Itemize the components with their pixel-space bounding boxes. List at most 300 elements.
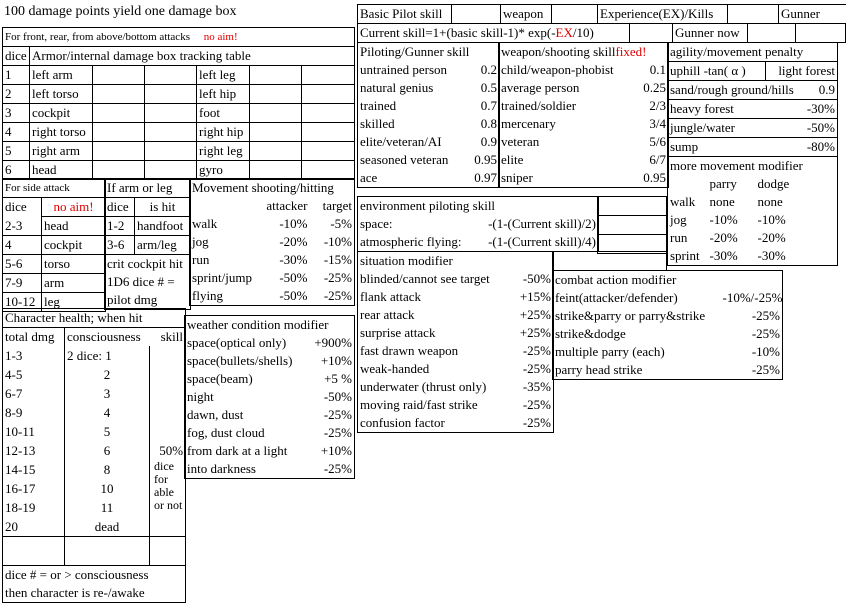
blank-cell[interactable] — [302, 85, 355, 104]
damage-cell: 6 — [3, 161, 30, 180]
more-movement-title: more movement modifier — [670, 158, 803, 173]
movement-cell: -50% — [279, 288, 308, 303]
current-skill-row — [357, 23, 846, 43]
damage-cell: 1 — [3, 66, 30, 85]
piloting-cell: natural genius — [360, 80, 434, 95]
blank-cell[interactable] — [796, 24, 846, 43]
weather-cell: night — [187, 389, 214, 404]
health-cell: 2 — [65, 365, 150, 384]
damage-cell: 2 — [3, 85, 30, 104]
current-skill-formula — [358, 24, 630, 43]
weapon-row — [499, 133, 669, 151]
movement-cell: attacker — [266, 198, 308, 213]
environment-cell: space: — [360, 216, 393, 231]
health-cell: 4-5 — [5, 366, 23, 382]
damage-row — [3, 123, 355, 142]
more-movement-row — [668, 175, 838, 193]
crit-line: crit cockpit hit — [105, 255, 191, 274]
piloting-row — [358, 169, 500, 188]
situation-cell: -25% — [522, 415, 552, 430]
formula-text: Current skill=1+(basic skill-1)* exp(- — [360, 25, 556, 40]
more-movement-row — [668, 247, 838, 266]
weapon-row — [499, 61, 669, 79]
blank-cell[interactable] — [250, 104, 302, 123]
combat-row — [553, 289, 783, 307]
blank-cell[interactable] — [93, 161, 145, 180]
blank-cell[interactable] — [3, 537, 65, 566]
combat-cell: parry head strike — [555, 362, 643, 377]
health-title: Character health; when hit — [3, 309, 186, 328]
damage-row — [3, 85, 355, 104]
skill-cell — [150, 346, 186, 441]
health-header: total dmg — [5, 329, 55, 344]
weapon-cell: 5/6 — [649, 134, 667, 149]
weapon-row — [499, 169, 669, 188]
agility-title: agility/movement penalty — [668, 43, 838, 62]
situation-row — [358, 342, 554, 360]
combat-cell: strike&dodge — [555, 326, 626, 341]
crit-line: 1D6 dice # = — [105, 273, 191, 291]
damage-cell: head — [30, 161, 93, 180]
combat-row — [553, 307, 783, 325]
weather-cell: -25% — [323, 461, 353, 476]
piloting-cell: 0.8 — [480, 116, 498, 131]
arm-leg-row — [105, 217, 191, 236]
movement-row — [190, 269, 355, 287]
movement-row — [190, 197, 355, 215]
more-movement-row — [668, 211, 838, 229]
combat-row — [553, 325, 783, 343]
more-movement-cell: sprint — [670, 248, 700, 263]
combat-title: combat action modifier — [555, 272, 677, 287]
environment-row — [358, 233, 599, 252]
combat-cell: multiple parry (each) — [555, 344, 665, 359]
weather-cell: +10% — [320, 443, 353, 458]
more-movement-cell: -30% — [757, 248, 786, 263]
situation-cell: moving raid/fast strike — [360, 397, 478, 412]
weather-cell: from dark at a light — [187, 443, 288, 458]
combat-cell: -25% — [751, 362, 781, 377]
more-movement-cell: -10% — [757, 212, 786, 227]
movement-cell: -10% — [323, 234, 353, 249]
blank-cell[interactable] — [250, 123, 302, 142]
blank-cell[interactable] — [553, 252, 667, 271]
movement-cell: run — [192, 252, 210, 267]
health-cell: 14-15 — [5, 461, 36, 477]
damage-cell: 3 — [3, 104, 30, 123]
movement-cell: target — [322, 198, 353, 213]
agility-cell: heavy forest — [668, 100, 766, 119]
piloting-cell: elite/veteran/AI — [360, 134, 442, 149]
situation-cell: flank attack — [360, 289, 421, 304]
situation-cell: rear attack — [360, 307, 415, 322]
health-footer: then character is re-/awake — [3, 584, 186, 603]
side-attack-table — [2, 178, 106, 312]
movement-cell: -25% — [323, 270, 353, 285]
blank-cell[interactable] — [145, 104, 197, 123]
weather-cell: dawn, dust — [187, 407, 244, 422]
situation-cell: -25% — [522, 361, 552, 376]
health-cell: 5 — [65, 422, 150, 441]
situation-row — [358, 306, 554, 324]
blank-cell[interactable] — [250, 142, 302, 161]
side-attack-row — [3, 274, 106, 293]
movement-cell: -50% — [279, 270, 308, 285]
skill-note: dice for able or not — [150, 460, 186, 537]
skill-percent: 50% — [150, 441, 186, 460]
weather-cell: +10% — [320, 353, 353, 368]
header-label: Basic Pilot skill — [358, 5, 452, 24]
situation-cell: underwater (thrust only) — [360, 379, 487, 394]
side-attack-row — [3, 255, 106, 274]
side-attack-cell: 4 — [3, 236, 42, 255]
agility-row — [668, 81, 838, 100]
side-attack-cell: leg — [42, 293, 106, 312]
blank-cell[interactable] — [598, 216, 667, 235]
combat-cell: feint(attacker/defender) — [555, 290, 678, 305]
blank-cell[interactable] — [150, 537, 186, 566]
more-movement-cell: walk — [670, 194, 696, 209]
weather-row — [185, 352, 355, 370]
dice-header: dice — [3, 47, 30, 66]
more-movement-row — [668, 193, 838, 211]
pilot-header-row — [357, 4, 846, 24]
movement-cell: jog — [192, 234, 209, 249]
weapon-cell: 0.25 — [643, 80, 667, 95]
damage-cell: left torso — [30, 85, 93, 104]
gunner-now-cell[interactable] — [748, 24, 796, 43]
piloting-cell: untrained person — [360, 62, 448, 77]
agility-cell: sump — [668, 138, 766, 157]
damage-cell: gyro — [197, 161, 250, 180]
movement-cell: -15% — [323, 252, 353, 267]
weather-row — [185, 442, 355, 460]
arm-leg-hit-table — [104, 178, 191, 310]
more-movement-cell: -10% — [709, 212, 738, 227]
more-movement-cell: -30% — [709, 248, 738, 263]
current-skill-cell[interactable] — [630, 24, 673, 43]
weapon-cell: veteran — [501, 134, 540, 149]
damage-row — [3, 142, 355, 161]
arm-leg-cell: arm/leg — [135, 236, 191, 255]
environment-cell: -(1-(Current skill)/4) — [488, 234, 597, 249]
blank-cell[interactable] — [302, 104, 355, 123]
blank-cell[interactable] — [145, 85, 197, 104]
more-movement-cell: -20% — [709, 230, 738, 245]
damage-cell: left arm — [30, 66, 93, 85]
crit-line: pilot dmg — [105, 291, 191, 310]
health-cell: 10 — [65, 479, 150, 498]
blank-cell — [668, 175, 708, 193]
situation-cell: -25% — [522, 343, 552, 358]
arm-leg-cell: is hit — [135, 198, 191, 217]
situation-table — [357, 251, 554, 433]
damage-cell: 5 — [3, 142, 30, 161]
movement-cell: -30% — [279, 252, 308, 267]
arm-leg-row — [105, 236, 191, 255]
situation-cell: +15% — [519, 289, 552, 304]
damage-cell: 4 — [3, 123, 30, 142]
blank-cell[interactable] — [65, 537, 150, 566]
piloting-row — [358, 151, 500, 169]
weapon-cell: 2/3 — [649, 98, 667, 113]
movement-cell: walk — [192, 216, 218, 231]
damage-cell: right leg — [197, 142, 250, 161]
situation-cell: -35% — [522, 379, 552, 394]
combat-row — [553, 361, 783, 380]
situation-title: situation modifier — [360, 253, 453, 268]
piloting-cell: 0.7 — [480, 98, 498, 113]
weather-cell: +5 % — [324, 371, 353, 386]
health-cell: 4 — [65, 403, 150, 422]
side-attack-row — [3, 217, 106, 236]
agility-row — [668, 138, 838, 157]
piloting-cell: 0.5 — [480, 80, 498, 95]
weapon-cell: 0.1 — [649, 62, 667, 77]
weapon-cell: trained/soldier — [501, 98, 577, 113]
agility-cell: sand/rough ground/hills — [668, 81, 766, 100]
health-header: skill — [160, 329, 184, 344]
weapon-cell: 3/4 — [649, 116, 667, 131]
blank-cell[interactable] — [452, 5, 501, 24]
blank-cell[interactable] — [250, 85, 302, 104]
situation-row — [358, 288, 554, 306]
health-footer: dice # = or > consciousness — [3, 566, 186, 585]
situation-cell: blinded/cannot see target — [360, 271, 490, 286]
blank-cell[interactable] — [302, 66, 355, 85]
blank-cell-box — [552, 251, 667, 271]
health-cell: 10-11 — [5, 423, 35, 439]
environment-table — [357, 196, 599, 252]
movement-cell: flying — [192, 288, 224, 303]
blank-cell[interactable] — [302, 142, 355, 161]
situation-row — [358, 396, 554, 414]
weapon-cell: 6/7 — [649, 152, 667, 167]
gunner-now-label: Gunner now — [673, 24, 748, 43]
side-attack-cell: 5-6 — [3, 255, 42, 274]
weapon-row — [499, 79, 669, 97]
damage-tracking-table — [2, 27, 355, 180]
situation-row — [358, 270, 554, 288]
weather-cell: -50% — [323, 389, 353, 404]
blank-cell[interactable] — [145, 123, 197, 142]
weather-row — [185, 424, 355, 442]
piloting-row — [358, 61, 500, 79]
agility-cell: -30% — [766, 100, 838, 119]
blank-cell[interactable] — [93, 66, 145, 85]
damage-cell: right arm — [30, 142, 93, 161]
situation-cell: weak-handed — [360, 361, 430, 376]
weather-row — [185, 370, 355, 388]
more-movement-row — [668, 229, 838, 247]
piloting-row — [358, 97, 500, 115]
side-attack-cell: dice — [3, 198, 42, 217]
blank-cell[interactable] — [302, 161, 355, 180]
piloting-cell: 0.95 — [474, 152, 498, 167]
health-cell: 8-9 — [5, 404, 23, 420]
piloting-cell: seasoned veteran — [360, 152, 449, 167]
situation-cell: confusion factor — [360, 415, 445, 430]
situation-cell: -25% — [522, 397, 552, 412]
environment-cell: atmospheric flying: — [360, 234, 462, 249]
weather-cell: -25% — [323, 425, 353, 440]
combat-row — [553, 343, 783, 361]
movement-cell: -10% — [279, 216, 308, 231]
movement-title: Movement shooting/hitting — [192, 180, 334, 195]
blank-cell[interactable] — [598, 197, 667, 216]
health-header: consciousness — [65, 328, 150, 347]
formula-text: /10) — [572, 25, 594, 40]
damage-cell: cockpit — [30, 104, 93, 123]
side-attack-cell: head — [42, 217, 106, 236]
movement-cell: -5% — [330, 216, 353, 231]
formula-ex: EX — [555, 25, 573, 40]
combat-cell: -10% — [751, 344, 781, 359]
arm-leg-cell: 1-2 — [105, 217, 135, 236]
piloting-cell: 0.97 — [474, 170, 498, 185]
side-attack-cell: no aim! — [42, 198, 106, 217]
weapon-cell: average person — [501, 80, 580, 95]
fixed-note: fixed! — [615, 44, 647, 59]
side-attack-cell: 10-12 — [3, 293, 42, 312]
more-movement-cell: parry — [709, 176, 737, 191]
more-movement-cell: none — [757, 194, 783, 209]
weather-row — [185, 406, 355, 424]
blank-cell[interactable] — [145, 142, 197, 161]
more-movement-cell: -20% — [757, 230, 786, 245]
environment-cell: -(1-(Current skill)/2) — [488, 216, 597, 231]
blank-cell[interactable] — [728, 5, 779, 24]
blank-cell[interactable] — [145, 161, 197, 180]
health-cell: 16-17 — [5, 480, 36, 496]
weapon-cell: mercenary — [501, 116, 556, 131]
blank-cell[interactable] — [302, 123, 355, 142]
uphill-label: uphill -tan( α ) — [668, 62, 766, 81]
situation-cell: +25% — [519, 325, 552, 340]
situation-row — [358, 360, 554, 378]
health-cell: dead — [65, 517, 150, 537]
blank-cell[interactable] — [93, 123, 145, 142]
health-row — [3, 441, 186, 460]
weather-table — [184, 315, 355, 479]
movement-row — [190, 215, 355, 233]
damage-header — [3, 28, 355, 47]
damage-row — [3, 104, 355, 123]
light-forest-label: light forest — [766, 62, 838, 81]
weapon-cell: child/weapon-phobist — [501, 62, 614, 77]
damage-cell: right hip — [197, 123, 250, 142]
header-label: Gunner — [779, 5, 846, 24]
combat-cell: -10%/-25% — [722, 290, 783, 305]
situation-cell: -50% — [522, 271, 552, 286]
side-attack-cell: cockpit — [42, 236, 106, 255]
blank-cell[interactable] — [145, 66, 197, 85]
side-attack-title: For side attack — [3, 179, 106, 198]
movement-row — [190, 287, 355, 306]
movement-row — [190, 251, 355, 269]
situation-row — [358, 414, 554, 433]
piloting-cell: skilled — [360, 116, 395, 131]
side-attack-cell: torso — [42, 255, 106, 274]
piloting-title: Piloting/Gunner skill — [360, 44, 470, 59]
arm-leg-cell: 3-6 — [105, 236, 135, 255]
weapon-row — [499, 151, 669, 169]
piloting-cell: ace — [360, 170, 378, 185]
weather-row — [185, 334, 355, 352]
situation-row — [358, 324, 554, 342]
combat-table — [552, 270, 783, 380]
blank-cell[interactable] — [93, 104, 145, 123]
blank-cell — [190, 197, 256, 215]
piloting-skill-table — [357, 42, 500, 188]
side-attack-row — [3, 198, 106, 217]
weather-cell: into darkness — [187, 461, 256, 476]
header-row — [358, 5, 846, 24]
arm-leg-title: If arm or leg — [105, 179, 191, 198]
page-title: 100 damage points yield one damage box — [4, 4, 237, 19]
piloting-row — [358, 133, 500, 151]
weapon-cell: elite — [501, 152, 524, 167]
piloting-row — [358, 115, 500, 133]
no-aim-warning: no aim! — [203, 31, 238, 43]
agility-cell: -50% — [766, 119, 838, 138]
environment-title: environment piloting skill — [360, 198, 496, 213]
weapon-cell: 0.95 — [643, 170, 667, 185]
more-movement-cell: jog — [670, 212, 687, 227]
arm-leg-cell: handfoot — [135, 217, 191, 236]
weapon-cell: sniper — [501, 170, 533, 185]
weather-cell: space(beam) — [187, 371, 253, 386]
piloting-row — [358, 79, 500, 97]
combat-cell: strike&parry or parry&strike — [555, 308, 706, 323]
piloting-cell: 0.9 — [480, 134, 498, 149]
blank-cell[interactable] — [250, 161, 302, 180]
blank-cell[interactable] — [552, 5, 598, 24]
blank-cell[interactable] — [93, 142, 145, 161]
damage-row — [3, 66, 355, 85]
blank-cell[interactable] — [250, 66, 302, 85]
more-movement-cell: run — [670, 230, 688, 245]
weapon-title-text: weapon/shooting skill — [501, 44, 616, 59]
movement-row — [190, 233, 355, 251]
damage-header-text: For front, rear, from above/bottom attacks — [5, 31, 190, 43]
health-cell: 1-3 — [5, 347, 23, 363]
header-label: Experience(EX)/Kills — [598, 5, 728, 24]
more-movement-cell: none — [709, 194, 735, 209]
health-cell: 20 — [5, 518, 18, 534]
weather-cell: fog, dust cloud — [187, 425, 265, 440]
weather-cell: +900% — [314, 335, 353, 350]
health-cell: 2 dice: 1 — [65, 346, 150, 365]
movement-cell: sprint/jump — [192, 270, 252, 285]
health-cell: 8 — [65, 460, 150, 479]
health-cell: 18-19 — [5, 499, 36, 515]
agility-table — [667, 42, 838, 157]
damage-row — [3, 161, 355, 180]
side-attack-row — [3, 236, 106, 255]
weather-cell: space(bullets/shells) — [187, 353, 293, 368]
character-health-table — [2, 308, 186, 603]
damage-cell: right torso — [30, 123, 93, 142]
situation-cell: surprise attack — [360, 325, 436, 340]
combat-cell: -25% — [751, 308, 781, 323]
health-row — [3, 460, 186, 479]
arm-leg-cell: dice — [105, 198, 135, 217]
side-attack-cell: 7-9 — [3, 274, 42, 293]
movement-table — [189, 178, 355, 306]
blank-cell[interactable] — [93, 85, 145, 104]
environment-value-cells — [597, 196, 667, 254]
